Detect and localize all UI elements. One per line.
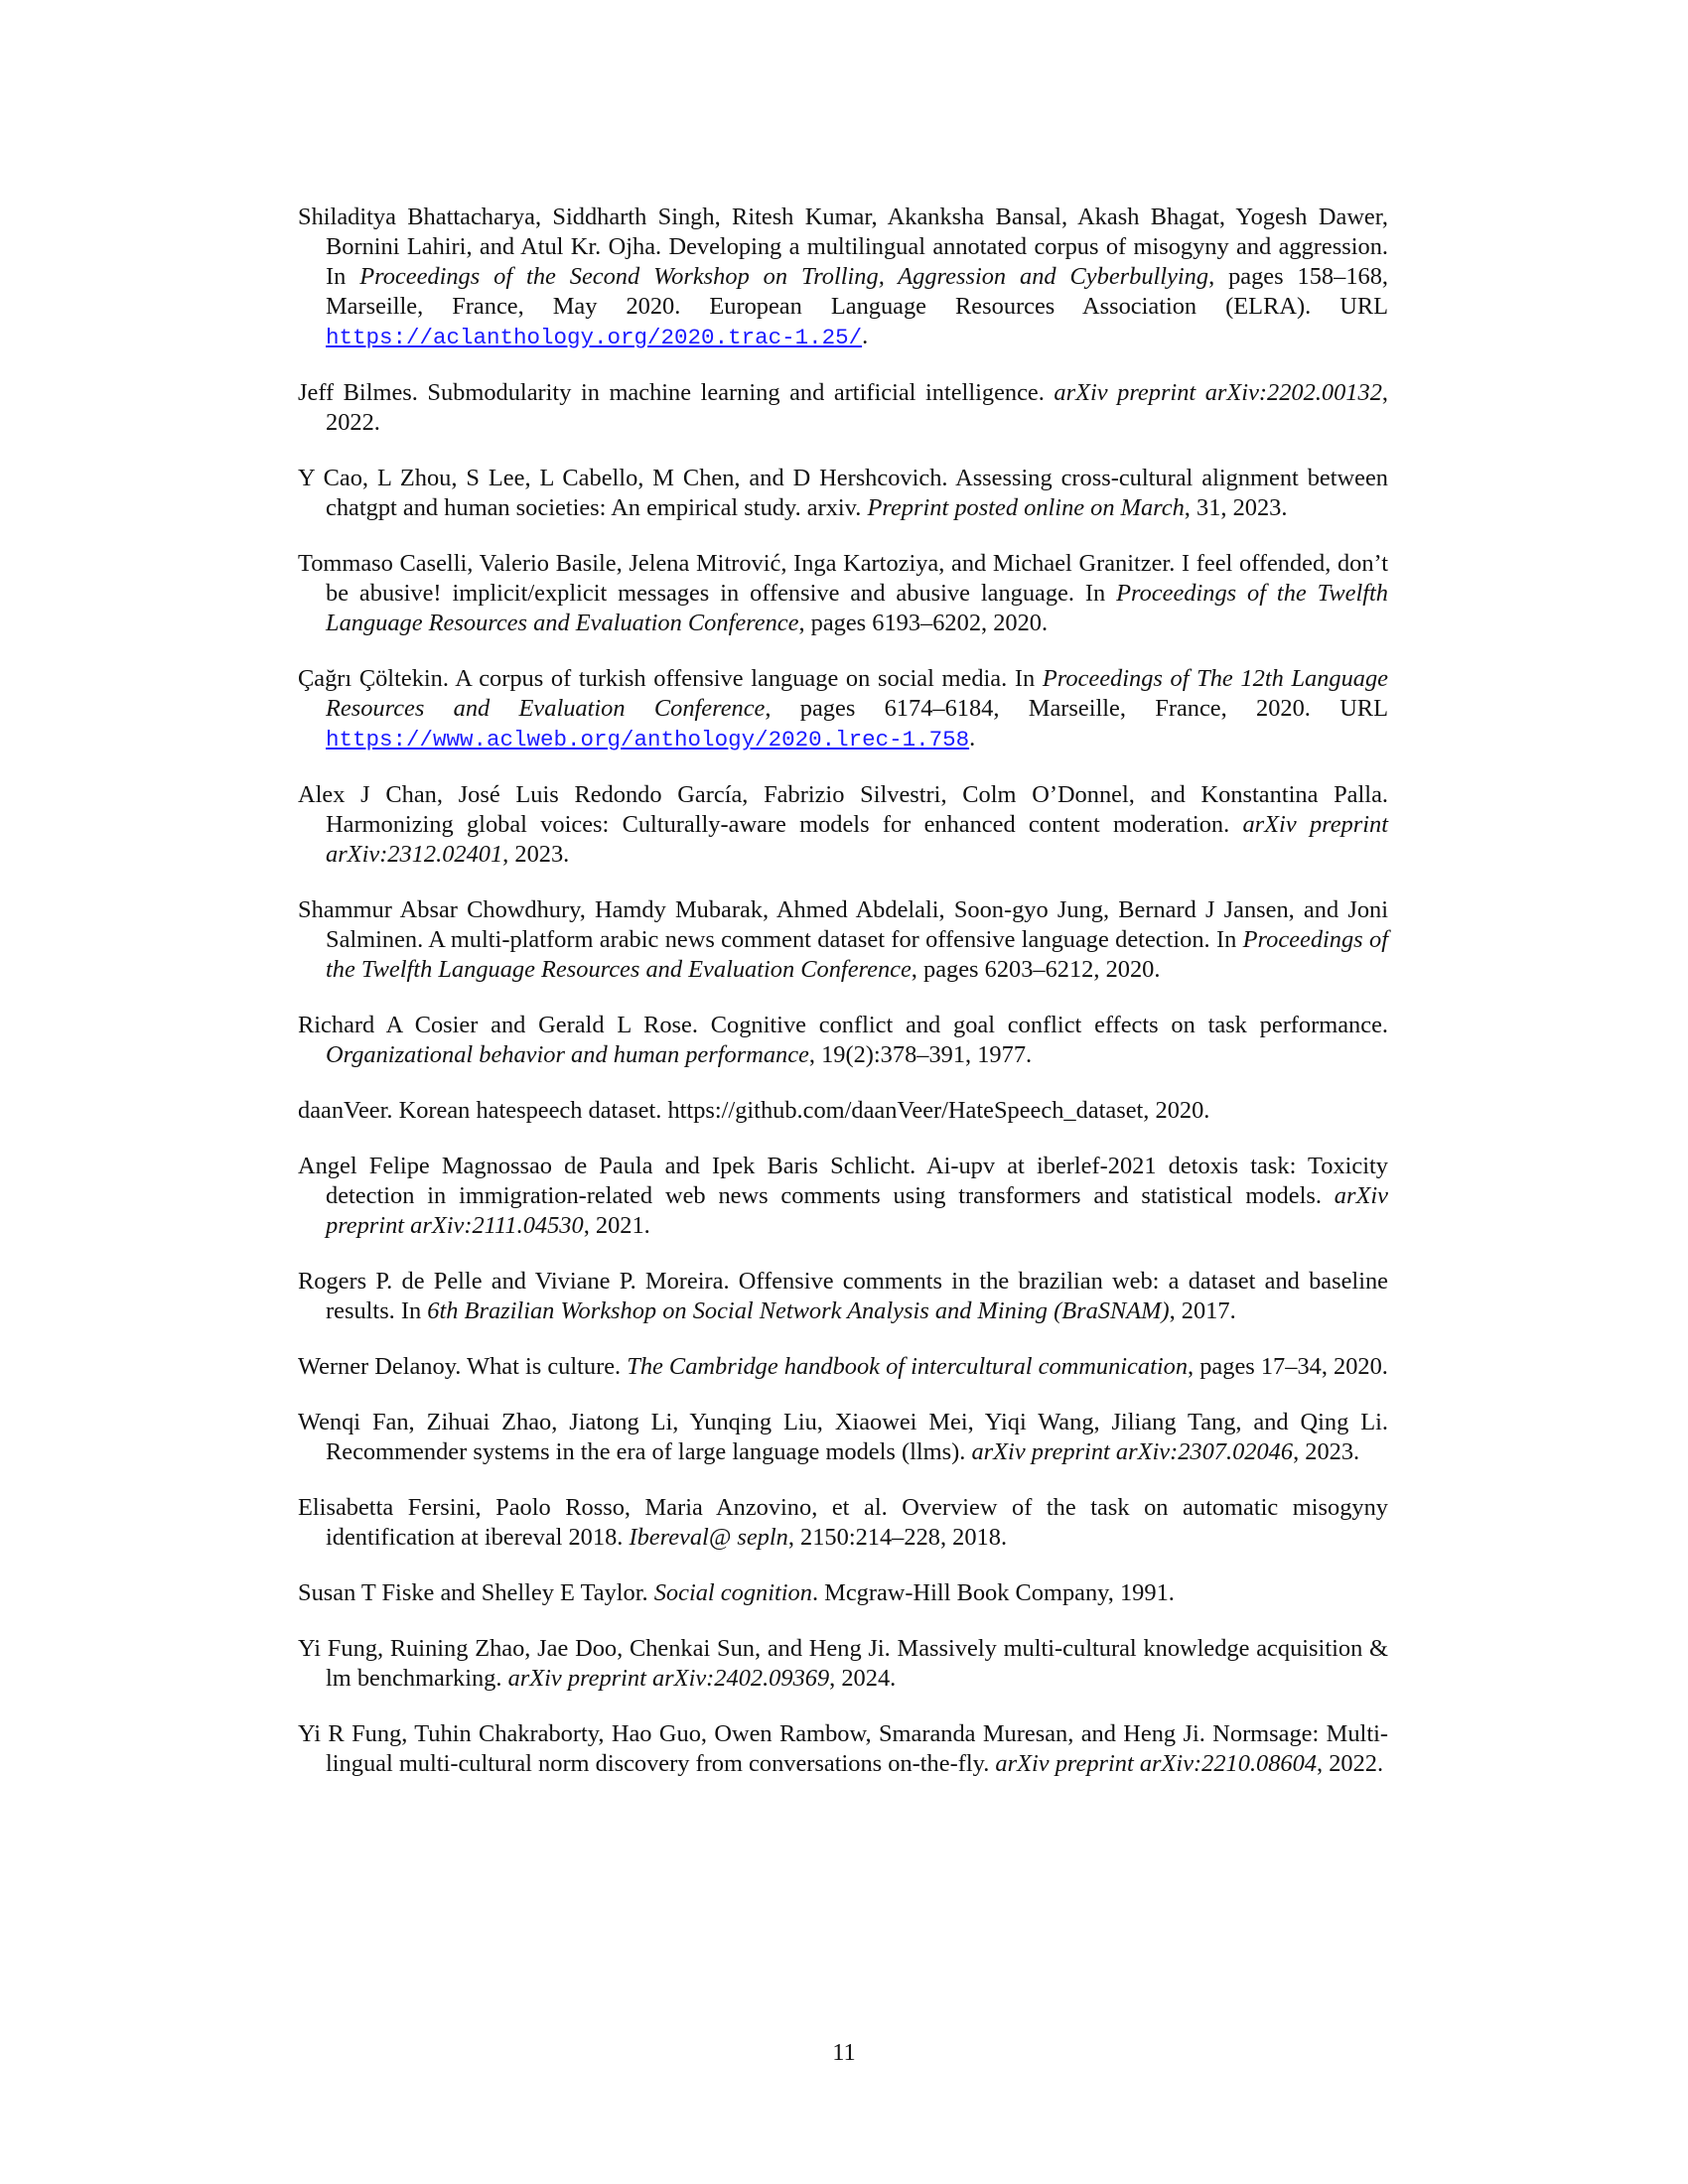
- reference-entry: [298, 1011, 1388, 1070]
- reference-entry: [298, 664, 1388, 754]
- reference-text: , pages 17–34, 2020.: [1188, 1353, 1388, 1380]
- reference-entry: [298, 464, 1388, 523]
- reference-venue: arXiv preprint arXiv:2202.00132: [1054, 379, 1382, 406]
- reference-text: , 31, 2023.: [1184, 494, 1288, 521]
- page-number: 11: [832, 2039, 856, 2066]
- reference-text: , pages 6174–6184, Marseille, France, 2020. URL: [765, 695, 1388, 722]
- reference-text: . Mcgraw-Hill Book Company, 1991.: [811, 1579, 1175, 1606]
- reference-text: Susan T Fiske and Shelley E Taylor.: [298, 1579, 654, 1606]
- reference-text: .: [862, 323, 869, 349]
- reference-text: Werner Delanoy. What is culture.: [298, 1353, 628, 1380]
- reference-url-link[interactable]: https://aclanthology.org/2020.trac-1.25/: [326, 325, 863, 350]
- reference-text: , 2017.: [1169, 1297, 1236, 1324]
- reference-text: Y Cao, L Zhou, S Lee, L Cabello, M Chen, and D Hershcovich. Assessing cross-cultural alignment between chatgpt and human societies: An empirical study. arxiv.: [298, 465, 1388, 521]
- reference-venue: arXiv preprint arXiv:2402.09369: [507, 1665, 830, 1692]
- reference-venue: arXiv preprint arXiv:2111.04530: [326, 1182, 1388, 1239]
- reference-entry: [298, 1267, 1388, 1326]
- reference-venue: The Cambridge handbook of intercultural communication: [627, 1353, 1189, 1380]
- reference-text: Tommaso Caselli, Valerio Basile, Jelena Mitrović, Inga Kartoziya, and Michael Granitzer. I feel offended, don’t be abusive! implicit/explicit messages in offensive and abusive language. In: [298, 550, 1388, 607]
- reference-venue: arXiv preprint arXiv:2210.08604: [995, 1750, 1318, 1777]
- reference-entry: [298, 378, 1388, 438]
- reference-entry: [298, 1578, 1388, 1608]
- reference-venue: 6th Brazilian Workshop on Social Network Analysis and Mining (BraSNAM): [427, 1297, 1170, 1324]
- reference-venue: arXiv preprint arXiv:2312.02401: [326, 811, 1388, 868]
- reference-venue: Preprint posted online on March: [867, 494, 1185, 521]
- reference-venue: Social cognition: [653, 1579, 812, 1606]
- reference-url-link[interactable]: https://www.aclweb.org/anthology/2020.lrec-1.758: [326, 727, 970, 752]
- reference-venue: Organizational behavior and human performance: [326, 1041, 809, 1068]
- reference-entry: [298, 1408, 1388, 1467]
- reference-text: Yi R Fung, Tuhin Chakraborty, Hao Guo, Owen Rambow, Smaranda Muresan, and Heng Ji. Normsage: Multi-lingual multi-cultural norm discovery from conversations on-the-fly.: [298, 1720, 1388, 1777]
- reference-text: , 2021.: [583, 1212, 650, 1239]
- reference-text: Richard A Cosier and Gerald L Rose. Cognitive conflict and goal conflict effects on task performance.: [298, 1012, 1388, 1038]
- reference-text: Wenqi Fan, Zihuai Zhao, Jiatong Li, Yunqing Liu, Xiaowei Mei, Yiqi Wang, Jiliang Tang, and Qing Li. Recommender systems in the era of large language models (llms).: [298, 1409, 1388, 1465]
- reference-text: .: [969, 725, 976, 751]
- reference-text: daanVeer. Korean hatespeech dataset. https://github.com/daanVeer/HateSpeech_dataset, 2020.: [298, 1097, 1210, 1124]
- reference-text: Angel Felipe Magnossao de Paula and Ipek Baris Schlicht. Ai-upv at iberlef-2021 detoxis task: Toxicity detection in immigration-related web news comments using transformers and statistical models.: [298, 1153, 1388, 1209]
- reference-text: , pages 158–168, Marseille, France, May 2020. European Language Resources Association (ELRA). URL: [326, 263, 1388, 320]
- reference-entry: [298, 1352, 1388, 1382]
- reference-text: , 2023.: [502, 841, 570, 868]
- reference-text: Rogers P. de Pelle and Viviane P. Moreira. Offensive comments in the brazilian web: a dataset and baseline results. In: [298, 1268, 1388, 1324]
- reference-entry: [298, 780, 1388, 870]
- reference-text: , 2150:214–228, 2018.: [787, 1524, 1008, 1551]
- reference-entry: [298, 1096, 1388, 1126]
- reference-venue: Ibereval@ sepln: [629, 1524, 788, 1551]
- reference-list: [298, 203, 1388, 1805]
- reference-text: Yi Fung, Ruining Zhao, Jae Doo, Chenkai Sun, and Heng Ji. Massively multi-cultural knowledge acquisition & lm benchmarking.: [298, 1635, 1388, 1692]
- reference-text: Jeff Bilmes. Submodularity in machine learning and artificial intelligence.: [298, 379, 1055, 406]
- reference-entry: [298, 1152, 1388, 1241]
- reference-text: , 2022.: [326, 379, 1389, 436]
- reference-entry: [298, 1719, 1388, 1779]
- reference-entry: [298, 549, 1388, 638]
- reference-venue: Proceedings of the Second Workshop on Trolling, Aggression and Cyberbullying: [359, 263, 1209, 290]
- reference-venue: Proceedings of The 12th Language Resources and Evaluation Conference: [326, 665, 1389, 722]
- reference-text: , 19(2):378–391, 1977.: [808, 1041, 1033, 1068]
- reference-entry: [298, 1634, 1388, 1694]
- reference-entry: [298, 895, 1388, 985]
- reference-text: , 2023.: [1293, 1438, 1360, 1465]
- reference-text: , 2022.: [1317, 1750, 1384, 1777]
- reference-text: , 2024.: [829, 1665, 897, 1692]
- reference-text: , pages 6203–6212, 2020.: [911, 956, 1161, 983]
- reference-text: Alex J Chan, José Luis Redondo García, Fabrizio Silvestri, Colm O’Donnel, and Konstantina Palla. Harmonizing global voices: Culturally-aware models for enhanced content moderation.: [298, 781, 1388, 838]
- reference-text: , pages 6193–6202, 2020.: [798, 610, 1049, 636]
- reference-venue: Proceedings of the Twelfth Language Resources and Evaluation Conference: [326, 580, 1389, 636]
- reference-venue: arXiv preprint arXiv:2307.02046: [971, 1438, 1294, 1465]
- reference-entry: [298, 203, 1388, 352]
- reference-text: Elisabetta Fersini, Paolo Rosso, Maria Anzovino, et al. Overview of the task on automatic misogyny identification at ibereval 2018.: [298, 1494, 1388, 1551]
- reference-venue: Proceedings of the Twelfth Language Resources and Evaluation Conference: [326, 926, 1388, 983]
- reference-text: Shiladitya Bhattacharya, Siddharth Singh, Ritesh Kumar, Akanksha Bansal, Akash Bhagat, Yogesh Dawer, Bornini Lahiri, and Atul Kr. Ojha. Developing a multilingual annotated corpus of misogyny and aggression. In: [298, 204, 1388, 290]
- reference-text: Shammur Absar Chowdhury, Hamdy Mubarak, Ahmed Abdelali, Soon-gyo Jung, Bernard J Jansen, and Joni Salminen. A multi-platform arabic news comment dataset for offensive language detection. In: [298, 896, 1388, 953]
- reference-entry: [298, 1493, 1388, 1553]
- reference-text: Çağrı Çöltekin. A corpus of turkish offensive language on social media. In: [298, 665, 1043, 692]
